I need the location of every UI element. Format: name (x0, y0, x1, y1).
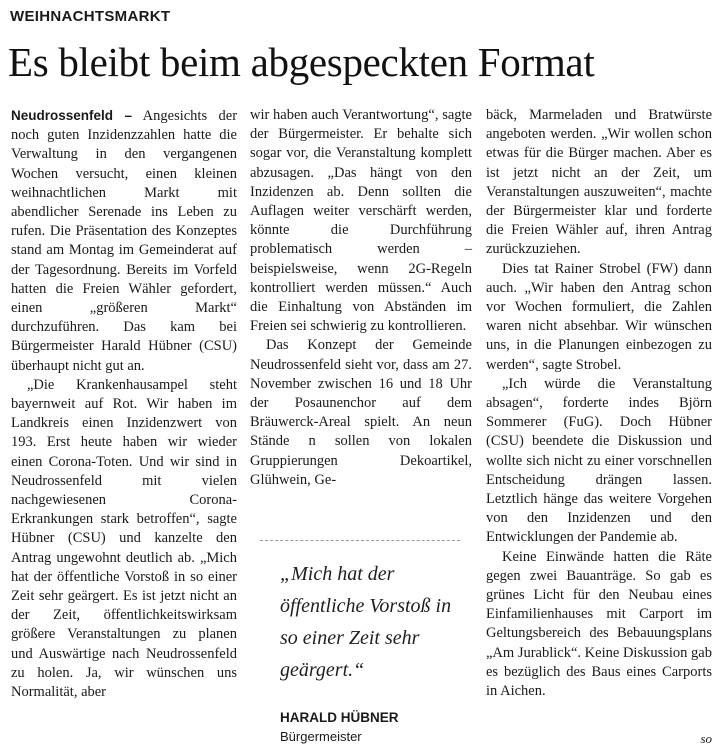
paragraph-text: Angesichts der noch guten Inzidenzzahlen hatte die Verwaltung in den vergangenen Wochen versucht, einen kleinen weihnachtlichen Markt mit abendlicher Serenade ins Leben zu rufen. Die Präsentation des Konzeptes stand am Montag im Gemeinderat auf der Tagesordnung. Bereits im Vorfeld hatten die Freien Wähler gefordert, einen „größeren Markt“ durchzuführen. Das kam bei Bürgermeister Harald Hübner (CSU) überhaupt nicht gut an. (11, 108, 238, 374)
paragraph: Keine Einwände hatten die Räte gegen zwei Bauanträge. So gab es grünes Licht für den Neubau eines Einfamilienhauses mit Carport im Geltungsbereich des Bebauungsplans „Am Jurablick“. Keine Diskussion gab es bezüglich des Baus eines Carports in Aichen. (486, 548, 712, 700)
author-initials: so (700, 731, 712, 746)
paragraph: „Die Krankenhausampel steht bayernweit auf Rot. Wir haben im Landkreis einen Inzidenzwert von 193. Erst heute haben wir wieder einen Corona-Toten. Und wir sind in Neudrossenfeld mit vielen nachgewiesenen Corona-Erkrankungen stark betroffen“, sagte Hübner (CSU) und kanzelte den Antrag ungewohnt deutlich ab. „Mich hat der öffentliche Vorstoß in so einer Zeit sehr geärgert. Es ist jetzt nicht an der Zeit, öffentlichkeitswirksam größere Veranstaltungen zu planen und Auswärtige nach Neudrossenfeld zu holen. Ja, wir wünschen uns Normalität, aber (11, 376, 237, 701)
dateline: Neudrossenfeld – (11, 108, 133, 123)
kicker: WEIHNACHTSMARKT (10, 8, 171, 25)
divider (260, 540, 460, 541)
paragraph: „Ich würde die Veranstaltung absagen“, forderte indes Björn Sommerer (FuG). Doch Hübner (CSU) beendete die Diskussion und wollte sich nicht zu einer vorschnellen Entscheidung drängen lassen. Letztlich hänge das weitere Vorgehen von den Inzidenzen und den Entwicklungen der Pandemie ab. (486, 375, 712, 546)
column-1 (11, 106, 237, 702)
paragraph (11, 106, 237, 376)
paragraph: wir haben auch Verantwortung“, sagte der Bürgermeister. Er behalte sich sogar vor, die Veranstaltung komplett abzusagen. „Das hängt von den Inzidenzen ab. Denn sollten die Auflagen weiter verschärft werden, könnte die Durchführung problematisch werden – beispielsweise, wenn 2G-Regeln kontrolliert werden müssen.“ Auch die Einhaltung von Abständen im Freien sei schwierig zu kontrollieren. (250, 107, 472, 335)
paragraph: Das Konzept der Gemeinde Neudrossenfeld sieht vor, dass am 27. November zwischen 16 und 18 Uhr der Posaunenchor auf dem Bräuwerck-Areal spielt. An neun Stände n sollen von lokalen Gruppierungen Dekoartikel, Glühwein, Ge- (250, 337, 472, 488)
pull-quote (250, 522, 472, 753)
paragraph: bäck, Marmeladen und Bratwürste angeboten werden. „Wir wollen schon etwas für die Bürger machen. Aber es ist jetzt nicht an der Zeit, um Veranstaltungen auszuweiten“, machte der Bürgermeister klar und forderte die Freien Wähler auf, ihren Antrag zurückzuziehen. (486, 107, 712, 258)
column-2 (250, 106, 472, 490)
column-3 (486, 106, 712, 701)
headline: Es bleibt beim abgespeckten Format (8, 39, 595, 85)
pull-quote-author: HARALD HÜBNER (280, 710, 399, 725)
paragraph: Dies tat Rainer Strobel (FW) dann auch. „Wir haben den Antrag schon vor Wochen formuliert, die Zahlen waren nicht absehbar. Wir wünschen uns, in die Planungen einbezogen zu werden“, sagte Strobel. (486, 260, 712, 373)
pull-quote-text: „Mich hat der öffentliche Vorstoß in so einer Zeit sehr geärgert.“ (280, 563, 452, 681)
pull-quote-role: Bürgermeister (280, 729, 362, 744)
